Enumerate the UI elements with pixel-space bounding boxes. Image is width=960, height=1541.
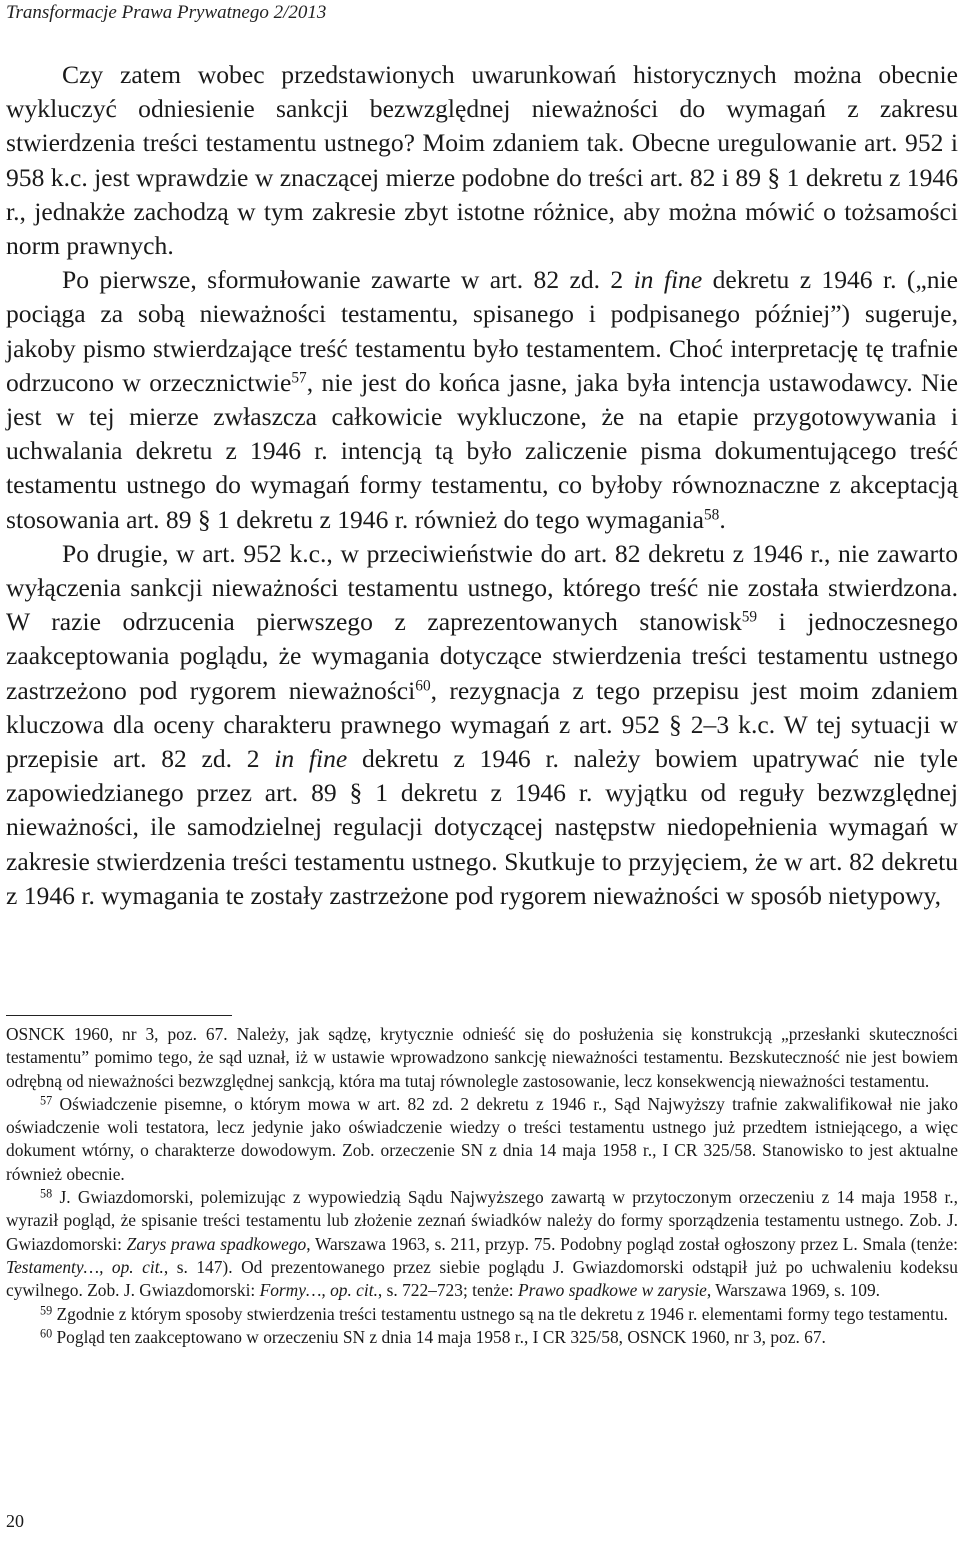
book-title: Prawo spadkowe w zarysie <box>518 1280 707 1301</box>
footnote-58-text-a: J. Gwiazdomorski, polemizując z wypowiedzią Sądu Najwyższego zawartą w przytoczonym orzeczeniu z 14 maja 1958 r., wyraził pogląd, że spisanie treści testamentu lub złożenie zeznań świadków należy do formy sporządzenia testamentu ustnego. Zob. J. Gwiazdomorski: <box>6 1187 958 1254</box>
footnote-number-57: 57 <box>40 1093 53 1108</box>
footnote-separator <box>6 1015 232 1016</box>
footnote-58 <box>6 1186 958 1302</box>
footnotes <box>6 1023 958 1349</box>
paragraph-1 <box>6 58 958 263</box>
paragraph-3-text-b: i jednoczesnego zaakceptowania poglądu, że wymagania dotyczące stwierdzenia treści testamentu ustnego zastrzeżono pod rygorem nieważności <box>6 607 958 705</box>
footnote-59-text: Zgodnie z którym sposoby stwierdzenia treści testamentu ustnego są na tle dekretu z 1946 r. elementami formy tego testamentu. <box>52 1303 949 1324</box>
footnote-ref-60[interactable]: 60 <box>415 677 431 695</box>
paragraph-2-text-d: . <box>719 504 726 534</box>
footnote-60 <box>6 1326 958 1349</box>
paragraph-1-text: Czy zatem wobec przedstawionych uwarunkowań historycznych można obecnie wykluczyć odniesienie sankcji bezwzględnej nieważności do wymagań z zakresu stwierdzenia treści testamentu ustnego? Moim zdaniem tak. Obecne uregulowanie art. 952 i 958 k.c. jest wprawdzie w znaczącej mierze podobne do treści art. 82 i 89 § 1 dekretu z 1946 r., jednakże zachodzą w tym zakresie zbyt istotne różnice, aby można mówić o tożsamości norm prawnych. <box>6 60 958 261</box>
paragraph-2 <box>6 263 958 537</box>
footnote-59 <box>6 1303 958 1326</box>
footnote-58-text-d: , s. 722–723; tenże: <box>377 1280 518 1301</box>
footnote-ref-58[interactable]: 58 <box>703 506 720 524</box>
book-title: Formy…, op. cit. <box>259 1280 378 1301</box>
running-header: Transformacje Prawa Prywatnego 2/2013 <box>6 2 327 23</box>
footnote-58-text-c: , s. 147). Od prezentowanego przez siebie poglądu J. Gwiazdomorski odstąpił już po uchwaleniu kodeksu cywilnego. Zob. J. Gwiazdomorski: <box>6 1256 958 1301</box>
paragraph-3-text-c: , rezygnacja z tego przepisu jest moim zdaniem kluczowa dla oceny charakteru prawnego wymagań z art. 952 § 2–3 k.c. W tej sytuacji w przepisie art. 82 zd. 2 <box>6 675 958 774</box>
book-title: Testamenty…, op. cit. <box>6 1256 164 1277</box>
footnote-number-59: 59 <box>40 1303 53 1318</box>
footnote-57-text: Oświadczenie pisemne, o którym mowa w art. 82 zd. 2 dekretu z 1946 r., Sąd Najwyższy trafnie zakwalifikował nie jako oświadczenie woli testatora, lecz jedynie jako oświadczenie wiedzy o treści testamentu ustnego już przedtem istniejącego, a więc dokument wtórny, o charakterze dowodowym. Zob. orzeczenie SN z dnia 14 maja 1958 r., I CR 325/58. Stanowisko to jest aktualne również obecnie. <box>6 1093 958 1184</box>
paragraph-3-text-a: Po drugie, w art. 952 k.c., w przeciwieństwie do art. 82 dekretu z 1946 r., nie zawarto wyłączenia sankcji nieważności testamentu ustnego, którego treść nie została stwierdzona. W razie odrzucenia pierwszego z zaprezentowanych stanowisk <box>6 538 958 637</box>
paragraph-3-text-d: dekretu z 1946 r. należy bowiem upatrywać nie tyle zapowiedzianego przez art. 89 § 1 dekretu z 1946 r. wyjątku od reguły bezwzględnej nieważności, ile samodzielnej regulacji dotyczącej następstw niedopełnienia wymagań w zakresie stwierdzenia treści testamentu ustnego. Skutkuje to przyjęciem, że w art. 82 dekretu z 1946 r. wymagania te zostały zastrzeżone pod rygorem nieważności w sposób nietypowy, <box>6 744 958 910</box>
footnote-number-60: 60 <box>40 1326 53 1341</box>
paragraph-3 <box>6 537 958 913</box>
footnote-number-58: 58 <box>40 1186 53 1201</box>
paragraph-2-text-a: Po pierwsze, sformułowanie zawarte w art. 82 zd. 2 <box>62 265 634 295</box>
italic-phrase: in fine <box>633 265 703 295</box>
book-title: Zarys prawa spadkowego <box>126 1233 307 1254</box>
footnote-58-text-e: , Warszawa 1969, s. 109. <box>706 1280 881 1301</box>
footnote-58-text-b: , Warszawa 1963, s. 211, przyp. 75. Podobny pogląd został ogłoszony przez L. Smala (tenże: <box>306 1233 959 1254</box>
paragraph-2-text-c: , nie jest do końca jasne, jaka była intencja ustawodawcy. Nie jest w tej mierze zwłaszcza całkowicie wykluczone, że na etapie przygotowywania i uchwalania dekretu z 1946 r. intencją tą było zaliczenie pisma dokumentującego treść testamentu ustnego do wymagań formy testamentu, co byłoby równoznaczne z akceptacją stosowania art. 89 § 1 dekretu z 1946 r. również do tego wymagania <box>6 367 958 534</box>
main-text <box>6 58 958 913</box>
footnote-60-text: Pogląd ten zaakceptowano w orzeczeniu SN z dnia 14 maja 1958 r., I CR 325/58, OSNCK 1960, nr 3, poz. 67. <box>52 1326 826 1347</box>
italic-phrase: in fine <box>274 744 348 774</box>
page-number: 20 <box>6 1511 24 1531</box>
paragraph-2-text-b: dekretu z 1946 r. („nie pociąga za sobą nieważności testamentu, spisanego i podpisanego później”) sugeruje, jakoby pismo stwierdzające treść testamentu było testamentem. Choć interpretację tę trafnie odrzucono w orzecznictwie <box>6 265 958 397</box>
footnote-ref-59[interactable]: 59 <box>741 608 758 626</box>
footnote-ref-57[interactable]: 57 <box>291 369 307 387</box>
footnote-57 <box>6 1093 958 1186</box>
footnote-continuation: OSNCK 1960, nr 3, poz. 67. Należy, jak sądzę, krytycznie odnieść się do posłużenia się konstrukcją „przesłanki skuteczności testamentu” pomimo tego, że sąd uznał, iż w ustawie wprowadzono sankcję nieważności testamentu. Bezskuteczność nie jest bowiem odrębną od nieważności bezwzględnej sankcją, która ma tutaj równolegle zastosowanie, lecz konsekwencją nieważności testamentu. <box>6 1024 958 1091</box>
